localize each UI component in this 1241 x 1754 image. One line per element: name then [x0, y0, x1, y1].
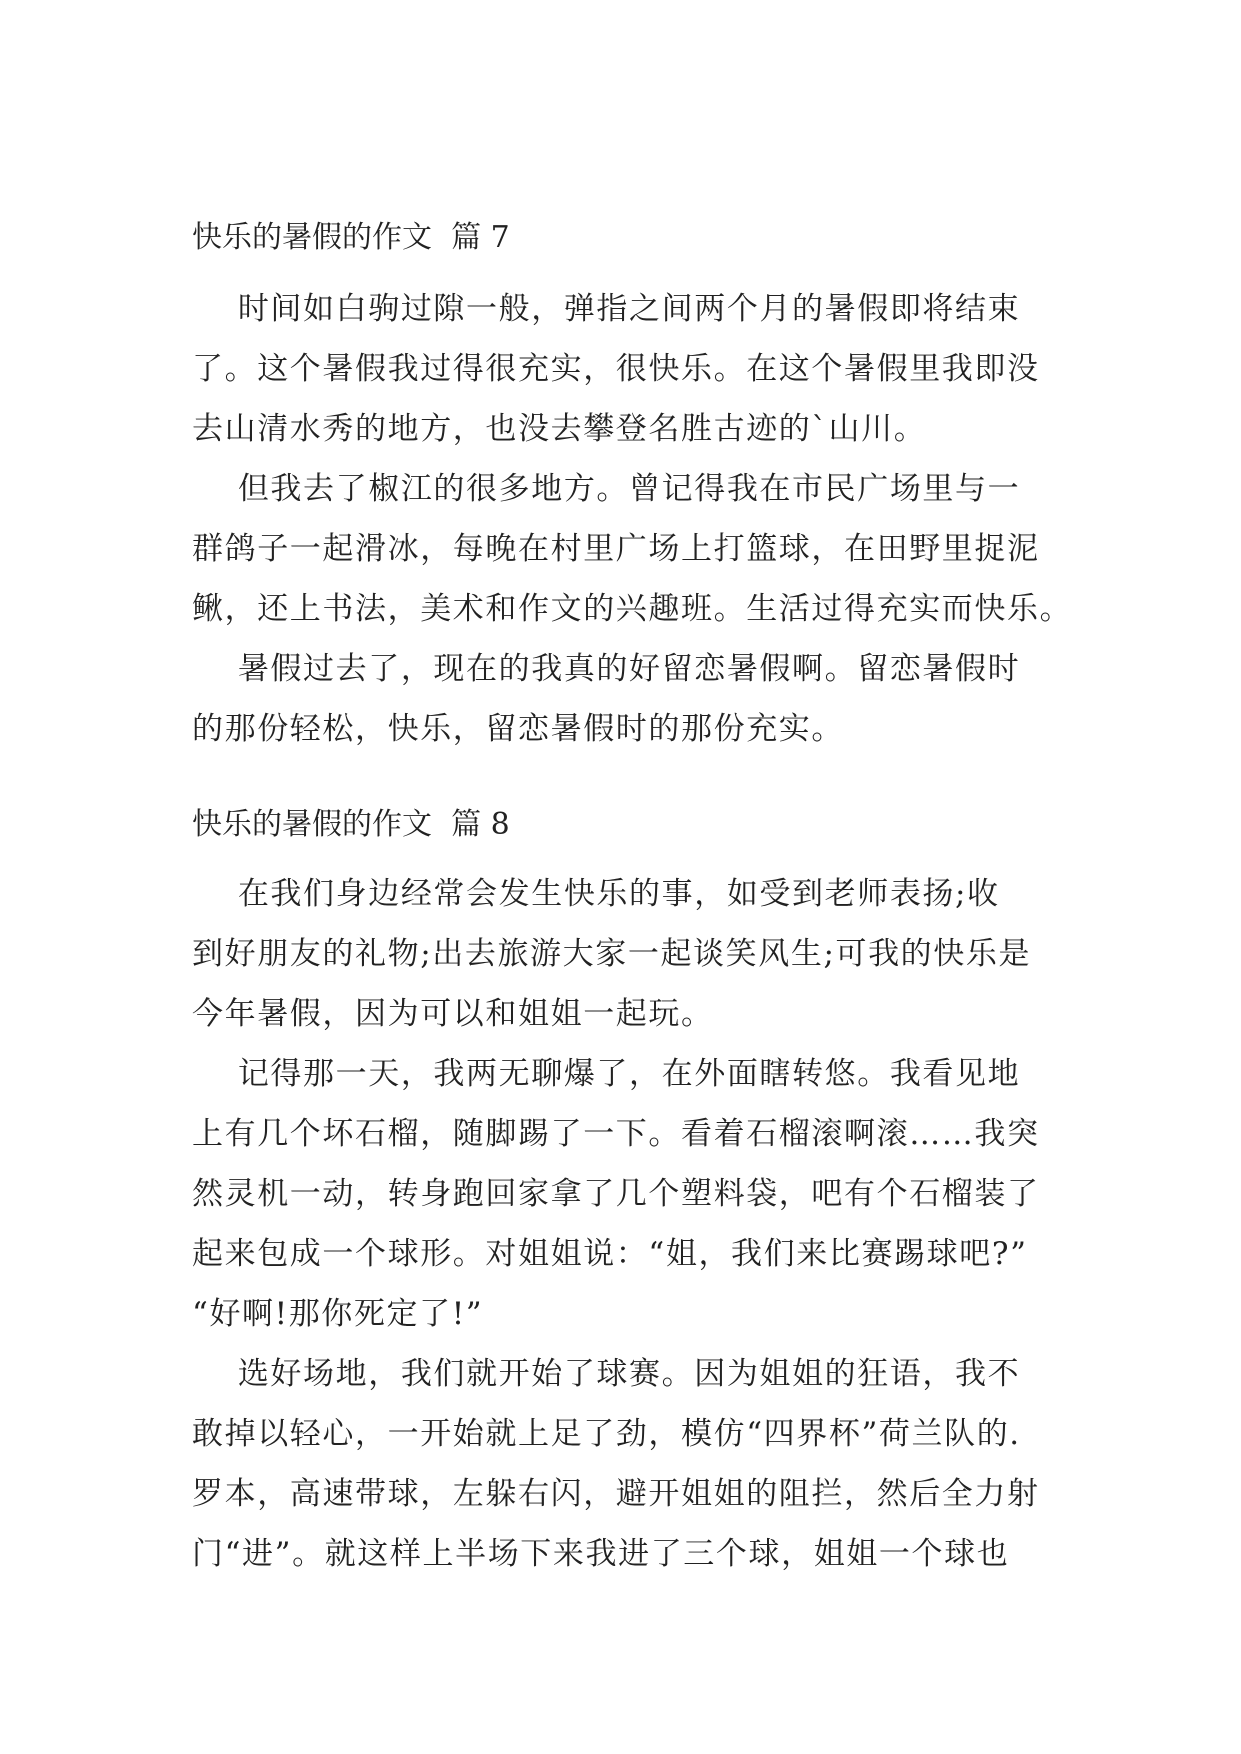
- essay-section-8: [192, 802, 1052, 1584]
- text-line: “好啊!那你死定了!”: [192, 1296, 484, 1332]
- text-line: 鳅，还上书法，美术和作文的兴趣班。生活过得充实而快乐。: [192, 591, 1073, 627]
- text-line: 上有几个坏石榴，随脚踢了一下。看着石榴滚啊滚……我突: [192, 1116, 1040, 1152]
- text-line: 敢掉以轻心，一开始就上足了劲，模仿“四界杯”荷兰队的.: [192, 1416, 1021, 1452]
- text-line: 群鸽子一起滑冰，每晚在村里广场上打篮球，在田野里捉泥: [192, 531, 1040, 567]
- text-line: 在我们身边经常会发生快乐的事，如受到老师表扬;收: [192, 876, 1000, 912]
- text-line: 暑假过去了，现在的我真的好留恋暑假啊。留恋暑假时: [192, 651, 1021, 687]
- text-line: 但我去了椒江的很多地方。曾记得我在市民广场里与一: [192, 471, 1021, 507]
- text-line: 起来包成一个球形。对姐姐说：“姐，我们来比赛踢球吧?”: [192, 1236, 1028, 1272]
- text-line: 时间如白驹过隙一般，弹指之间两个月的暑假即将结束: [192, 291, 1021, 327]
- text-line: 到好朋友的礼物;出去旅游大家一起谈笑风生;可我的快乐是: [192, 936, 1032, 972]
- text-line: 今年暑假，因为可以和姐姐一起玩。: [192, 996, 714, 1032]
- text-line: 然灵机一动，转身跑回家拿了几个塑料袋，吧有个石榴装了: [192, 1176, 1040, 1212]
- text-line: 去山清水秀的地方，也没去攀登名胜古迹的`山川。: [192, 411, 927, 447]
- text-line: 了。这个暑假我过得很充实，很快乐。在这个暑假里我即没: [192, 351, 1040, 387]
- text-line: 门“进”。就这样上半场下来我进了三个球，姐姐一个球也: [192, 1536, 1010, 1572]
- text-line: 罗本，高速带球，左躲右闪，避开姐姐的阻拦，然后全力射: [192, 1476, 1040, 1512]
- essay-title: 快乐的暑假的作文 篇 8: [192, 807, 510, 842]
- text-line: 选好场地，我们就开始了球赛。因为姐姐的狂语，我不: [192, 1356, 1021, 1392]
- text-line: 记得那一天，我两无聊爆了，在外面瞎转悠。我看见地: [192, 1056, 1021, 1092]
- text-line: 的那份轻松，快乐，留恋暑假时的那份充实。: [192, 711, 844, 747]
- essay-section-7: [192, 215, 1073, 759]
- essay-title: 快乐的暑假的作文 篇 7: [192, 220, 510, 255]
